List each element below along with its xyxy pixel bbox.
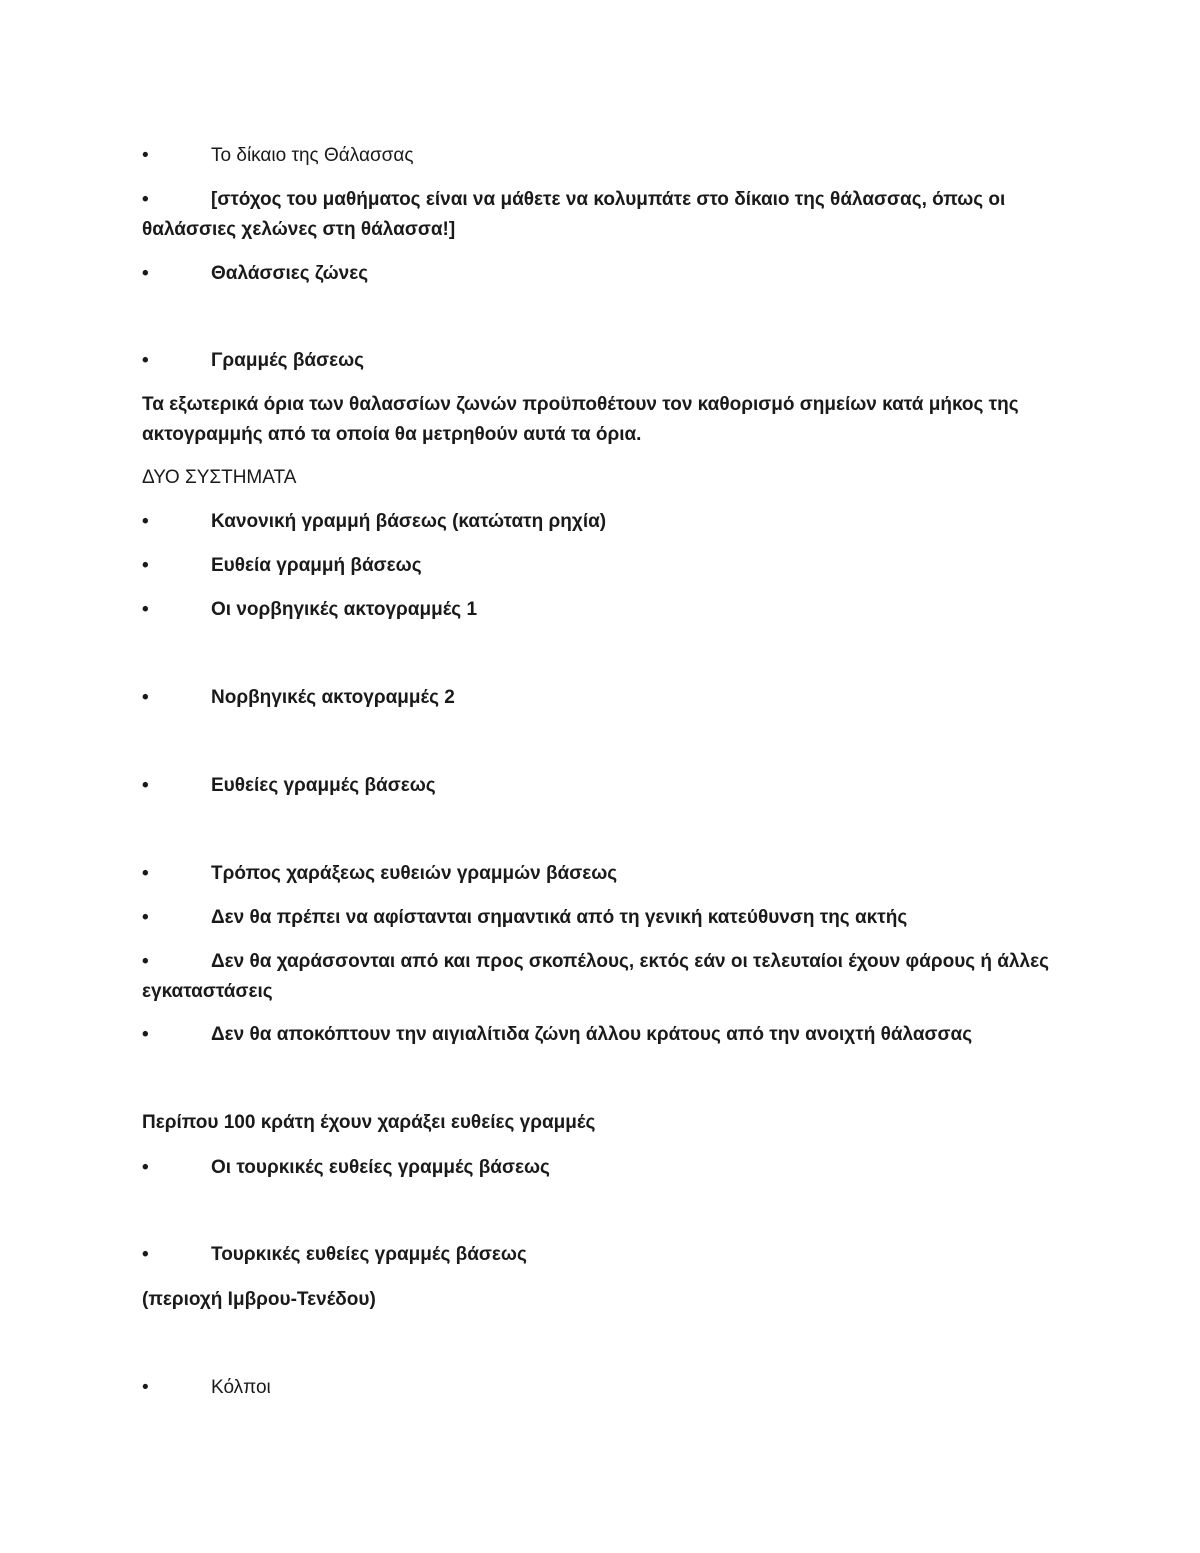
list-item	[142, 1153, 1062, 1183]
list-item-text: Το δίκαιο της Θάλασσας	[211, 145, 414, 166]
list-item-text: Τουρκικές ευθείες γραμμές βάσεως	[211, 1244, 527, 1265]
bullet-icon: •	[142, 511, 149, 532]
list-item	[142, 1240, 1062, 1270]
bullet-icon: •	[142, 687, 149, 708]
list-item	[142, 859, 1062, 889]
bullet-icon: •	[142, 951, 149, 972]
list-item	[142, 1020, 1062, 1050]
list-item	[142, 141, 1062, 171]
list-item	[142, 507, 1062, 537]
bullet-icon: •	[142, 1024, 149, 1045]
list-item-text: Οι τουρκικές ευθείες γραμμές βάσεως	[211, 1157, 550, 1178]
list-item	[142, 771, 1062, 801]
paragraph: Περίπου 100 κράτη έχουν χαράξει ευθείες γραμμές	[142, 1112, 596, 1133]
list-item	[142, 903, 1062, 933]
list-item-text: Κανονική γραμμή βάσεως (κατώτατη ρηχία)	[211, 511, 607, 532]
bullet-icon: •	[142, 907, 149, 928]
bullet-icon: •	[142, 145, 149, 166]
bullet-icon: •	[142, 555, 149, 576]
bullet-icon: •	[142, 775, 149, 796]
list-item-text: Ευθείες γραμμές βάσεως	[211, 775, 436, 796]
list-item-text: Κόλποι	[211, 1377, 271, 1398]
list-item-text: Ευθεία γραμμή βάσεως	[211, 555, 422, 576]
list-item	[142, 551, 1062, 581]
list-item-text: Δεν θα χαράσσονται από και προς σκοπέλους, εκτός εάν οι τελευταίοι έχουν φάρους ή άλλες εγκαταστάσεις	[142, 951, 1050, 1002]
bullet-icon: •	[142, 1157, 149, 1178]
list-item-text: [στόχος του μαθήματος είναι να μάθετε να κολυμπάτε στο δίκαιο της θάλασσας, όπως οι θαλάσσιες χελώνες στη θάλασσα!]	[142, 189, 1006, 240]
section-heading: ΔΥΟ ΣΥΣΤΗΜΑΤΑ	[142, 467, 297, 488]
list-item	[142, 185, 1062, 245]
list-item-text: Νορβηγικές ακτογραμμές 2	[211, 687, 455, 708]
paragraph: Τα εξωτερικά όρια των θαλασσίων ζωνών προϋποθέτουν τον καθορισμό σημείων κατά μήκος της ακτογραμμής από τα οποία θα μετρηθούν αυτά τα όρια.	[142, 394, 1019, 445]
list-item	[142, 346, 1062, 376]
list-item	[142, 595, 1062, 625]
bullet-icon: •	[142, 350, 149, 371]
bullet-icon: •	[142, 1244, 149, 1265]
bullet-icon: •	[142, 599, 149, 620]
bullet-icon: •	[142, 863, 149, 884]
list-item-text: Θαλάσσιες ζώνες	[211, 263, 369, 284]
list-item-text: Οι νορβηγικές ακτογραμμές 1	[211, 599, 478, 620]
list-item	[142, 259, 1062, 289]
list-item-text: Τρόπος χαράξεως ευθειών γραμμών βάσεως	[211, 863, 618, 884]
bullet-icon: •	[142, 1377, 149, 1398]
list-item-text: Δεν θα πρέπει να αφίστανται σημαντικά από τη γενική κατεύθυνση της ακτής	[211, 907, 908, 928]
list-item	[142, 683, 1062, 713]
bullet-icon: •	[142, 263, 149, 284]
bullet-icon: •	[142, 189, 149, 210]
paragraph: (περιοχή Ιμβρου-Τενέδου)	[142, 1289, 376, 1310]
list-item	[142, 1373, 1062, 1403]
list-item-text: Γραμμές βάσεως	[211, 350, 365, 371]
list-item	[142, 947, 1062, 1007]
list-item-text: Δεν θα αποκόπτουν την αιγιαλίτιδα ζώνη άλλου κράτους από την ανοιχτή θάλασσας	[211, 1024, 973, 1045]
